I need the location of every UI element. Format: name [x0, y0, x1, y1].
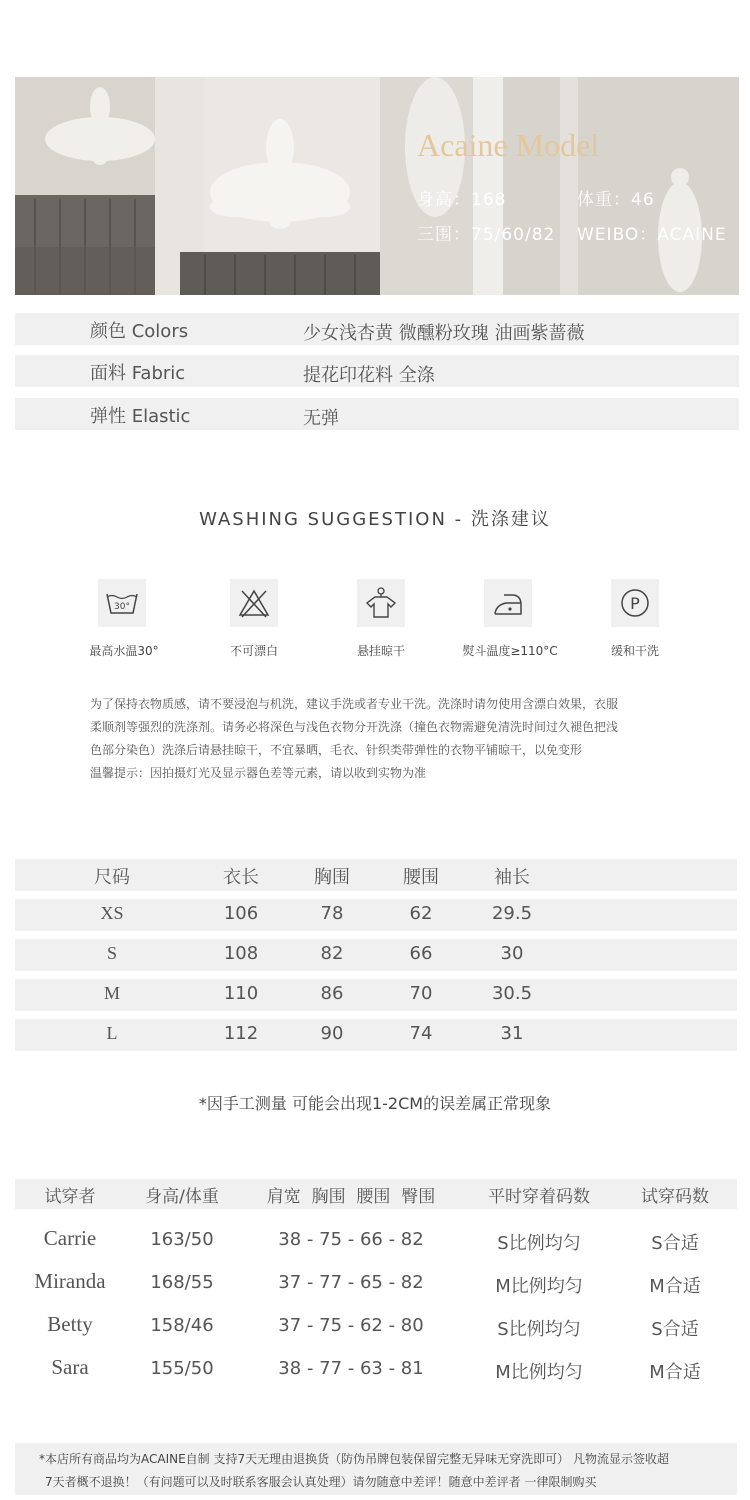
- wash-temp-mark: 30°: [114, 602, 130, 612]
- size-row: [15, 939, 737, 971]
- iron-icon: [484, 579, 532, 627]
- property-label: 面料 Fabric: [90, 363, 186, 384]
- size-row: [15, 1019, 737, 1051]
- property-row-elastic: [15, 398, 739, 430]
- property-value: 少女浅杏黄 微醺粉玫瑰 油画紫蔷薇: [303, 323, 585, 344]
- model-cell: S比例均匀: [497, 1319, 581, 1340]
- model-table-header: [15, 1179, 737, 1209]
- model-cell: M比例均匀: [495, 1362, 583, 1383]
- model-cell: 155/50: [150, 1358, 214, 1379]
- model-cell: 158/46: [150, 1315, 214, 1336]
- model-cell: 38 - 77 - 63 - 81: [278, 1358, 424, 1379]
- model-row: [15, 1310, 737, 1346]
- size-cell: 29.5: [491, 903, 533, 924]
- washing-line: 柔顺剂等强烈的洗涤剂。请务必将深色与浅色衣物分开洗涤（撞色衣物需避免清洗时间过久褪色把浅: [90, 720, 619, 734]
- size-cell: S: [106, 943, 117, 963]
- model-header: 平时穿着码数: [488, 1187, 590, 1207]
- model-row: [15, 1224, 737, 1260]
- size-cell: 110: [223, 983, 259, 1004]
- property-value: 提花印花料 全涤: [303, 365, 435, 386]
- model-header: 试穿码数: [641, 1187, 709, 1207]
- size-cell: 30: [500, 943, 524, 964]
- model-header: 身高/体重: [145, 1187, 219, 1207]
- property-label: 弹性 Elastic: [90, 406, 191, 427]
- dry-clean-mark: P: [630, 594, 640, 613]
- size-cell: 74: [409, 1023, 433, 1044]
- size-cell: 82: [320, 943, 344, 964]
- model-cell: M合适: [649, 1362, 701, 1383]
- size-cell: 86: [320, 983, 344, 1004]
- property-label: 颜色 Colors: [90, 321, 189, 342]
- model-cell: 37 - 75 - 62 - 80: [278, 1315, 424, 1336]
- hang-dry-icon: [357, 579, 405, 627]
- size-cell: 66: [409, 943, 433, 964]
- size-header: 腰围: [403, 867, 439, 888]
- model-cell: S比例均匀: [497, 1233, 581, 1254]
- wash-30-icon: [98, 579, 146, 627]
- washing-line: 温馨提示：因拍摄灯光及显示器色差等元素，请以收到实物为准: [90, 766, 427, 780]
- wash-label: 最高水温30°: [89, 644, 159, 658]
- model-cell: S合适: [651, 1233, 699, 1254]
- wash-label: 不可漂白: [229, 644, 278, 658]
- size-table-header: [15, 859, 737, 891]
- model-cell: M比例均匀: [495, 1276, 583, 1297]
- washing-title: WASHING SUGGESTION - 洗涤建议: [199, 509, 551, 530]
- model-cell: 168/55: [150, 1272, 214, 1293]
- size-cell: L: [106, 1023, 118, 1043]
- model-height: 身高：168: [417, 190, 507, 210]
- size-row: [15, 979, 737, 1011]
- size-cell: 112: [223, 1023, 259, 1044]
- size-cell: 78: [320, 903, 344, 924]
- size-cell: 70: [409, 983, 433, 1004]
- model-header: 试穿者: [44, 1187, 96, 1207]
- model-banner: [15, 77, 739, 295]
- size-header: 胸围: [314, 867, 350, 888]
- policy-line: *本店所有商品均为ACAINE自制 支持7天无理由退换货（防伪吊牌包装保留完整无异味无穿洗即可） 凡物流显示签收超: [39, 1452, 669, 1466]
- size-cell: M: [103, 983, 120, 1003]
- wash-label: 悬挂晾干: [356, 644, 405, 658]
- size-cell: 62: [409, 903, 433, 924]
- model-name-cell: Sara: [51, 1355, 89, 1379]
- washing-line: 为了保持衣物质感，请不要浸泡与机洗，建议手洗或者专业干洗。洗涤时请勿使用含漂白效果，衣服: [90, 697, 619, 711]
- store-policy-footer: [15, 1443, 737, 1495]
- model-row: [15, 1353, 737, 1389]
- no-bleach-icon: [230, 579, 278, 627]
- property-row-colors: [15, 313, 739, 345]
- property-value: 无弹: [303, 408, 339, 429]
- washing-instructions: [90, 693, 670, 785]
- size-cell: 30.5: [491, 983, 533, 1004]
- wash-label: 缓和干洗: [610, 644, 659, 658]
- size-header: 袖长: [494, 867, 530, 888]
- model-cell: S合适: [651, 1319, 699, 1340]
- size-header: 尺码: [94, 867, 130, 888]
- dry-clean-icon: [611, 579, 659, 627]
- size-cell: 90: [320, 1023, 344, 1044]
- size-cell: 106: [223, 903, 259, 924]
- size-cell: 108: [223, 943, 259, 964]
- model-cell: 163/50: [150, 1229, 214, 1250]
- model-name: Acaine Model: [417, 127, 600, 163]
- model-measurements: 三围：75/60/82: [417, 225, 556, 245]
- wash-label: 熨斗温度≥110°C: [462, 644, 558, 658]
- policy-line: 7天者概不退换！（有问题可以及时联系客服会认真处理）请勿随意中差评！随意中差评者 一律限制购买: [45, 1475, 597, 1489]
- model-row: [15, 1267, 737, 1303]
- size-cell: 31: [500, 1023, 524, 1044]
- model-weight: 体重：46: [577, 190, 655, 210]
- model-weibo: WEIBO：ACAINE: [577, 225, 727, 245]
- measurement-note: *因手工测量 可能会出现1-2CM的误差属正常现象: [198, 1094, 552, 1113]
- model-cell: 38 - 75 - 66 - 82: [278, 1229, 424, 1250]
- model-cell: 37 - 77 - 65 - 82: [278, 1272, 424, 1293]
- model-name-cell: Betty: [47, 1312, 93, 1336]
- model-header: 肩宽 胸围 腰围 臀围: [266, 1187, 436, 1207]
- model-name-cell: Miranda: [34, 1269, 106, 1293]
- model-name-cell: Carrie: [43, 1226, 97, 1250]
- property-row-fabric: [15, 355, 739, 387]
- washing-line: 色部分染色）洗涤后请悬挂晾干，不宜暴晒，毛衣、针织类带弹性的衣物平铺晾干，以免变形: [90, 743, 583, 757]
- size-row: [15, 899, 737, 931]
- model-cell: M合适: [649, 1276, 701, 1297]
- size-header: 衣长: [223, 867, 259, 888]
- size-cell: XS: [100, 903, 124, 923]
